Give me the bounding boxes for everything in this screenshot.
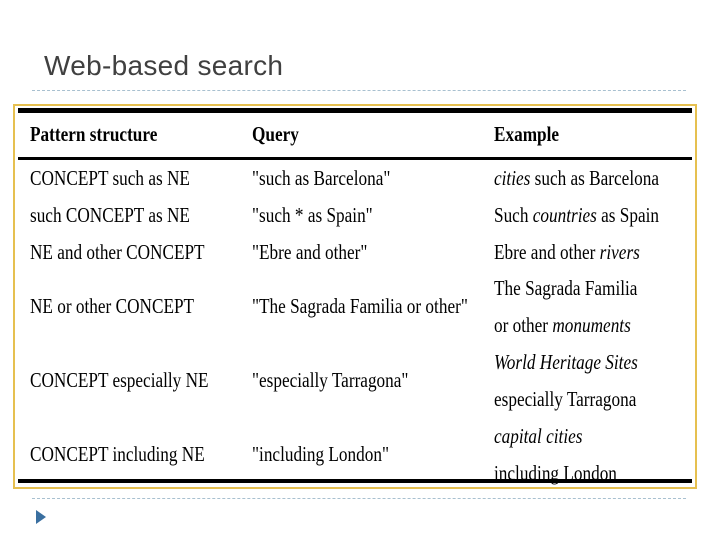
row-5-query: "especially Tarragona"	[252, 368, 409, 392]
header-example: Example	[494, 122, 560, 146]
example-segment: Such	[494, 203, 533, 227]
example-segment: World Heritage Sites	[494, 350, 638, 374]
row-5-example-line-2	[494, 387, 636, 411]
example-segment: or other	[494, 313, 553, 337]
header-query: Query	[252, 122, 299, 146]
row-2-pattern: such CONCEPT as NE	[30, 203, 190, 227]
example-segment: capital cities	[494, 424, 583, 448]
row-1-query: "such as Barcelona"	[252, 166, 391, 190]
example-segment: Ebre and other	[494, 240, 600, 264]
example-segment: as Spain	[596, 203, 660, 227]
example-segment: especially Tarragona	[494, 387, 637, 411]
row-4-query: "The Sagrada Familia or other"	[252, 294, 468, 318]
row-6-query: "including London"	[252, 442, 389, 466]
header-rule	[18, 157, 692, 160]
bullet-arrow-icon	[36, 510, 46, 524]
title-divider	[32, 90, 686, 91]
row-6-pattern: CONCEPT including NE	[30, 442, 205, 466]
row-1-pattern: CONCEPT such as NE	[30, 166, 190, 190]
pattern-table	[18, 108, 692, 483]
header-pattern-structure: Pattern structure	[30, 122, 158, 146]
row-4-example-line-1	[494, 276, 637, 300]
example-segment: such as Barcelona	[530, 166, 659, 190]
row-4-example-line-2	[494, 313, 631, 337]
slide-title: Web-based search	[44, 50, 284, 81]
row-4-pattern: NE or other CONCEPT	[30, 294, 195, 318]
example-segment: cities	[494, 166, 531, 190]
example-segment: The Sagrada Familia	[494, 276, 638, 300]
example-segment: monuments	[552, 313, 631, 337]
row-3-query: "Ebre and other"	[252, 240, 368, 264]
row-5-pattern: CONCEPT especially NE	[30, 368, 209, 392]
footer-divider	[32, 498, 686, 499]
row-3-example	[494, 240, 640, 264]
row-3-pattern: NE and other CONCEPT	[30, 240, 205, 264]
row-5-example-line-1	[494, 350, 638, 374]
row-1-example	[494, 166, 659, 190]
row-2-example	[494, 203, 659, 227]
row-6-example-line-2	[494, 461, 617, 485]
example-segment: countries	[532, 203, 597, 227]
example-segment: rivers	[599, 240, 640, 264]
pattern-table-figure	[13, 104, 697, 489]
example-segment: including London	[494, 461, 617, 485]
row-2-query: "such * as Spain"	[252, 203, 373, 227]
row-6-example-line-1	[494, 424, 582, 448]
